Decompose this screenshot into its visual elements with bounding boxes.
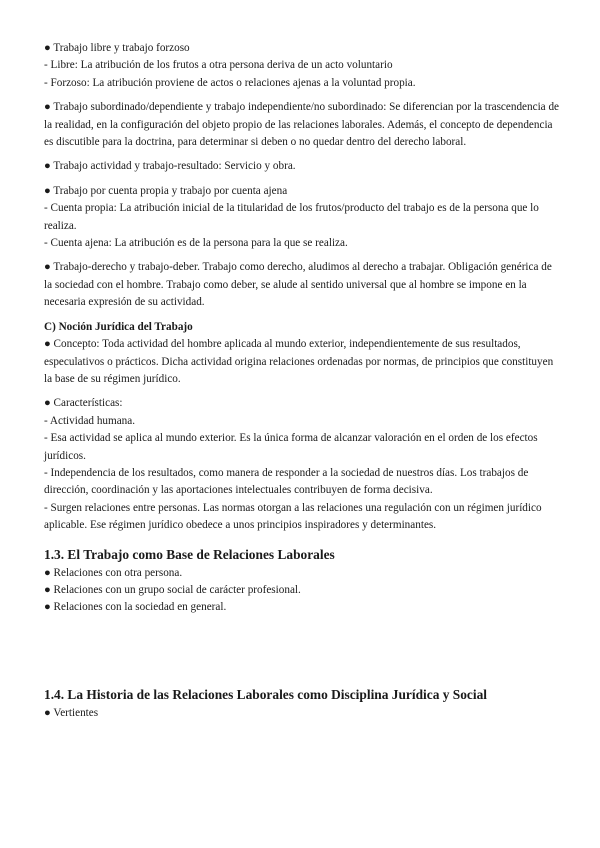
bullet-concepto: ● Concepto: Toda actividad del hombre aplicada al mundo exterior, independientemente de sus resultados, especulativos o prácticos. Dicha actividad origina relaciones ordenadas por normas, de principios que constituyen la base de su régimen jurídico. — [44, 338, 554, 385]
list-item: ● Relaciones con la sociedad en general. — [44, 601, 227, 614]
item-actividad-humana: - Actividad humana. — [44, 414, 136, 427]
section-cuenta — [44, 183, 560, 253]
document-body — [44, 40, 560, 722]
bullet-caracteristicas: ● Características: — [44, 397, 123, 410]
section-1-4-list — [44, 705, 560, 722]
bullet-trabajo-actividad: ● Trabajo actividad y trabajo-resultado: Servicio y obra. — [44, 160, 296, 173]
list-item: ● Relaciones con un grupo social de carácter profesional. — [44, 583, 301, 596]
item-cuenta-ajena: - Cuenta ajena: La atribución es de la persona para la que se realiza. — [44, 237, 348, 250]
bullet-trabajo-subordinado: ● Trabajo subordinado/dependiente y trabajo independiente/no subordinado: Se diferencian por la trascendencia de la realidad, en la configuración del objeto propio de las relaciones laborales. Además, el concepto de dependencia es discutible para la doctrina, para determinar si deben o no quedar dentro del derecho laboral. — [44, 101, 560, 149]
bullet-trabajo-libre: ● Trabajo libre y trabajo forzoso — [44, 42, 190, 54]
section-1-3-list — [44, 565, 560, 617]
section-trabajo-libre — [44, 40, 560, 92]
item-libre: - Libre: La atribución de los frutos a otra persona deriva de un acto voluntario — [44, 59, 393, 72]
item-relaciones-personas: - Surgen relaciones entre personas. Las normas otorgan a las relaciones una regulación con un régimen jurídico aplicable. Ese régimen jurídico obedece a unos principios inspiradores y determinantes. — [44, 501, 542, 532]
heading-nocion-juridica: C) Noción Jurídica del Trabajo — [44, 320, 193, 333]
item-independencia: - Independencia de los resultados, como manera de responder a la sociedad de nuestros días. Los trabajos de dirección, coordinación y las aportaciones intelectuales contribuyen de forma decisiva. — [44, 466, 529, 497]
list-item: ● Relaciones con otra persona. — [44, 566, 183, 579]
heading-section-1-4: 1.4. La Historia de las Relaciones Laborales como Disciplina Jurídica y Social — [44, 686, 488, 702]
heading-section-1-3: 1.3. El Trabajo como Base de Relaciones Laborales — [44, 546, 335, 562]
bullet-cuenta-propia-ajena: ● Trabajo por cuenta propia y trabajo por cuenta ajena — [44, 184, 288, 197]
item-cuenta-propia: - Cuenta propia: La atribución inicial de la titularidad de los frutos/producto del trabajo es de la persona que lo realiza. — [44, 202, 539, 232]
bullet-trabajo-derecho: ● Trabajo-derecho y trabajo-deber. Trabajo como derecho, aludimos al derecho a trabajar. Obligación genérica de la sociedad con el hombre. Trabajo como deber, se alude al sentido universal que al hombre se impone en la necesaria expresión de su actividad. — [44, 261, 552, 309]
section-caracteristicas — [44, 395, 560, 534]
list-item: ● Vertientes — [44, 706, 99, 719]
item-forzoso: - Forzoso: La atribución proviene de actos o relaciones ajenas a la voluntad propia. — [44, 76, 416, 89]
item-mundo-exterior: - Esa actividad se aplica al mundo exterior. Es la única forma de alcanzar valoración en el orden de los efectos jurídicos. — [44, 432, 538, 462]
